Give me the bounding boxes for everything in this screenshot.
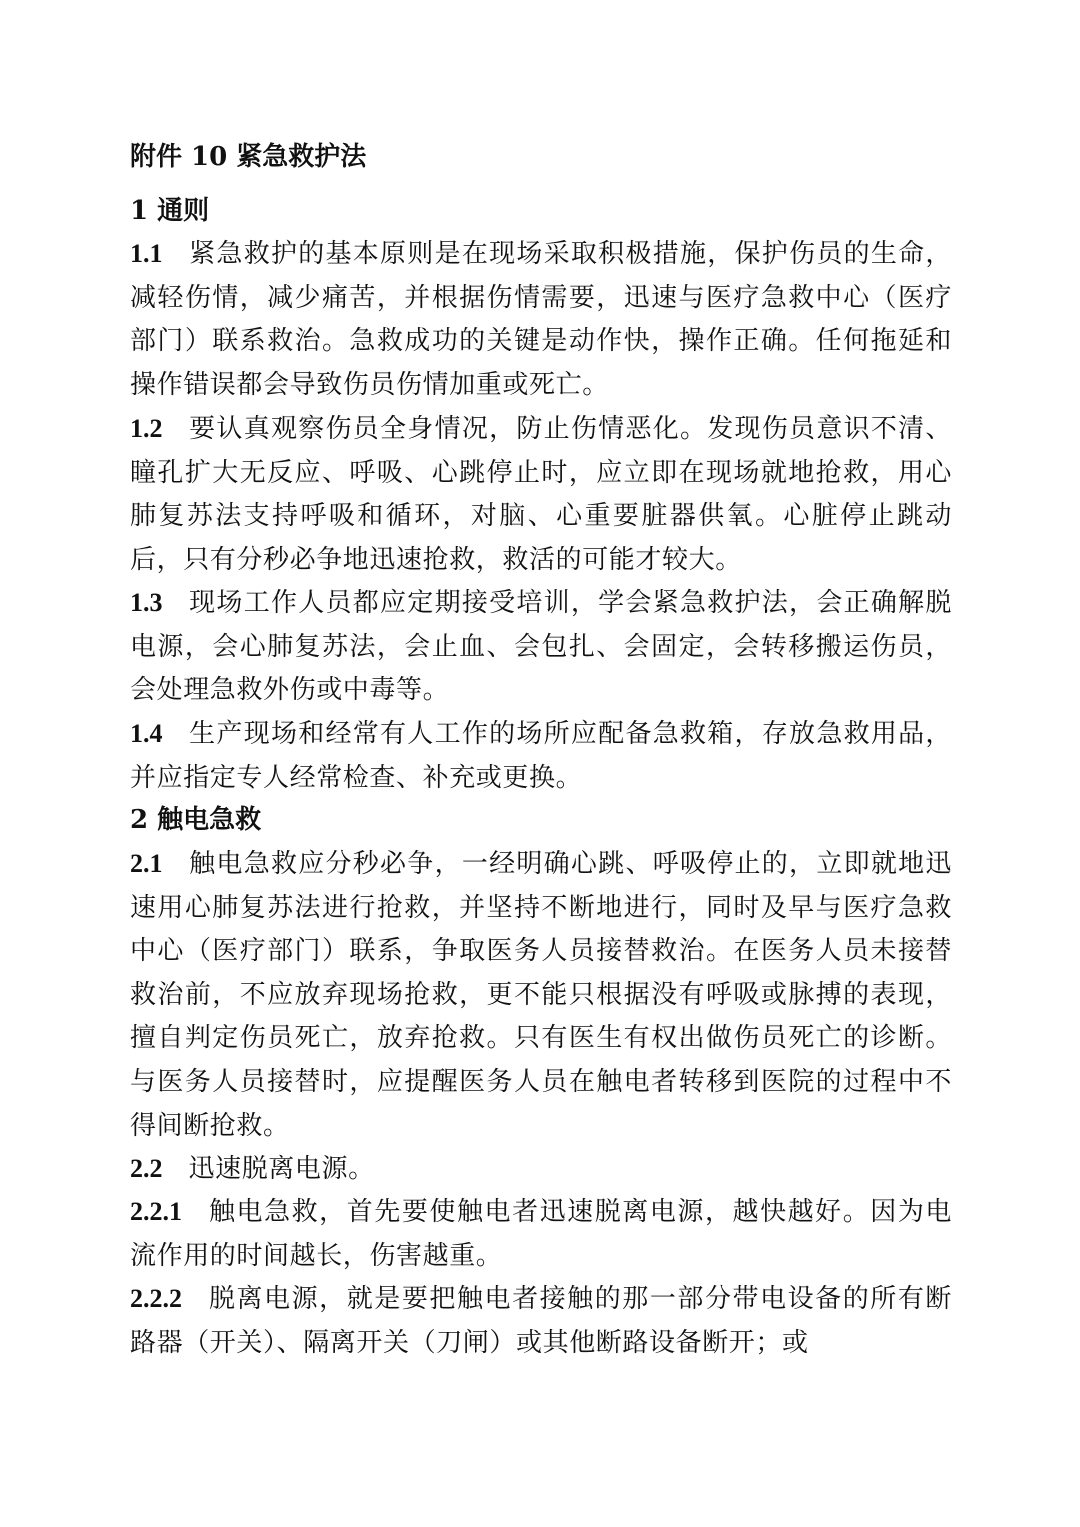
- paragraph-2-2-1: [130, 1190, 952, 1278]
- clause-number: 2.2.2: [130, 1284, 182, 1313]
- clause-text: 生产现场和经常有人工作的场所应配备急救箱，存放急救用品，并应指定专人经常检查、补充或更换。: [130, 719, 952, 793]
- clause-text: 迅速脱离电源。: [188, 1154, 375, 1184]
- paragraph-1-2: [130, 407, 952, 582]
- clause-number: 2.2: [130, 1154, 163, 1183]
- clause-text: 脱离电源，就是要把触电者接触的那一部分带电设备的所有断路器（开关）、隔离开关（刀闸）或其他断路设备断开；或: [130, 1284, 952, 1358]
- clause-text: 要认真观察伤员全身情况，防止伤情恶化。发现伤员意识不清、瞳孔扩大无反应、呼吸、心跳停止时，应立即在现场就地抢救，用心肺复苏法支持呼吸和循环，对脑、心重要脏器供氧。心脏停止跳动后，只有分秒必争地迅速抢救，救活的可能才较大。: [130, 414, 952, 575]
- clause-text: 触电急救应分秒必争，一经明确心跳、呼吸停止的，立即就地迅速用心肺复苏法进行抢救，并坚持不断地进行，同时及早与医疗急救中心（医疗部门）联系，争取医务人员接替救治。在医务人员未接替救治前，不应放弃现场抢救，更不能只根据没有呼吸或脉搏的表现，擅自判定伤员死亡，放弃抢救。只有医生有权出做伤员死亡的诊断。与医务人员接替时，应提醒医务人员在触电者转移到医院的过程中不得间断抢救。: [130, 849, 952, 1141]
- paragraph-1-3: [130, 581, 952, 713]
- paragraph-2-2-2: [130, 1277, 952, 1365]
- clause-number: 2.1: [130, 849, 163, 878]
- paragraph-1-4: [130, 712, 952, 800]
- section-heading-electric-shock: 2 触电急救: [130, 805, 262, 835]
- clause-number: 2.2.1: [130, 1197, 182, 1226]
- clause-text: 现场工作人员都应定期接受培训，学会紧急救护法，会正确解脱电源，会心肺复苏法，会止血、会包扎、会固定，会转移搬运伤员，会处理急救外伤或中毒等。: [130, 588, 952, 706]
- section-heading-general: 1 通则: [130, 196, 210, 226]
- document-title: 附件 10 紧急救护法: [130, 142, 367, 172]
- paragraph-2-2: [130, 1147, 952, 1192]
- clause-number: 1.2: [130, 414, 163, 443]
- clause-text: 紧急救护的基本原则是在现场采取积极措施，保护伤员的生命，减轻伤情，减少痛苦，并根据伤情需要，迅速与医疗急救中心（医疗部门）联系救治。急救成功的关键是动作快，操作正确。任何拖延和操作错误都会导致伤员伤情加重或死亡。: [130, 239, 952, 400]
- paragraph-2-1: [130, 842, 952, 1148]
- clause-text: 触电急救，首先要使触电者迅速脱离电源，越快越好。因为电流作用的时间越长，伤害越重。: [130, 1197, 952, 1271]
- clause-number: 1.3: [130, 588, 163, 617]
- clause-number: 1.1: [130, 239, 163, 268]
- paragraph-1-1: [130, 232, 952, 407]
- clause-number: 1.4: [130, 719, 163, 748]
